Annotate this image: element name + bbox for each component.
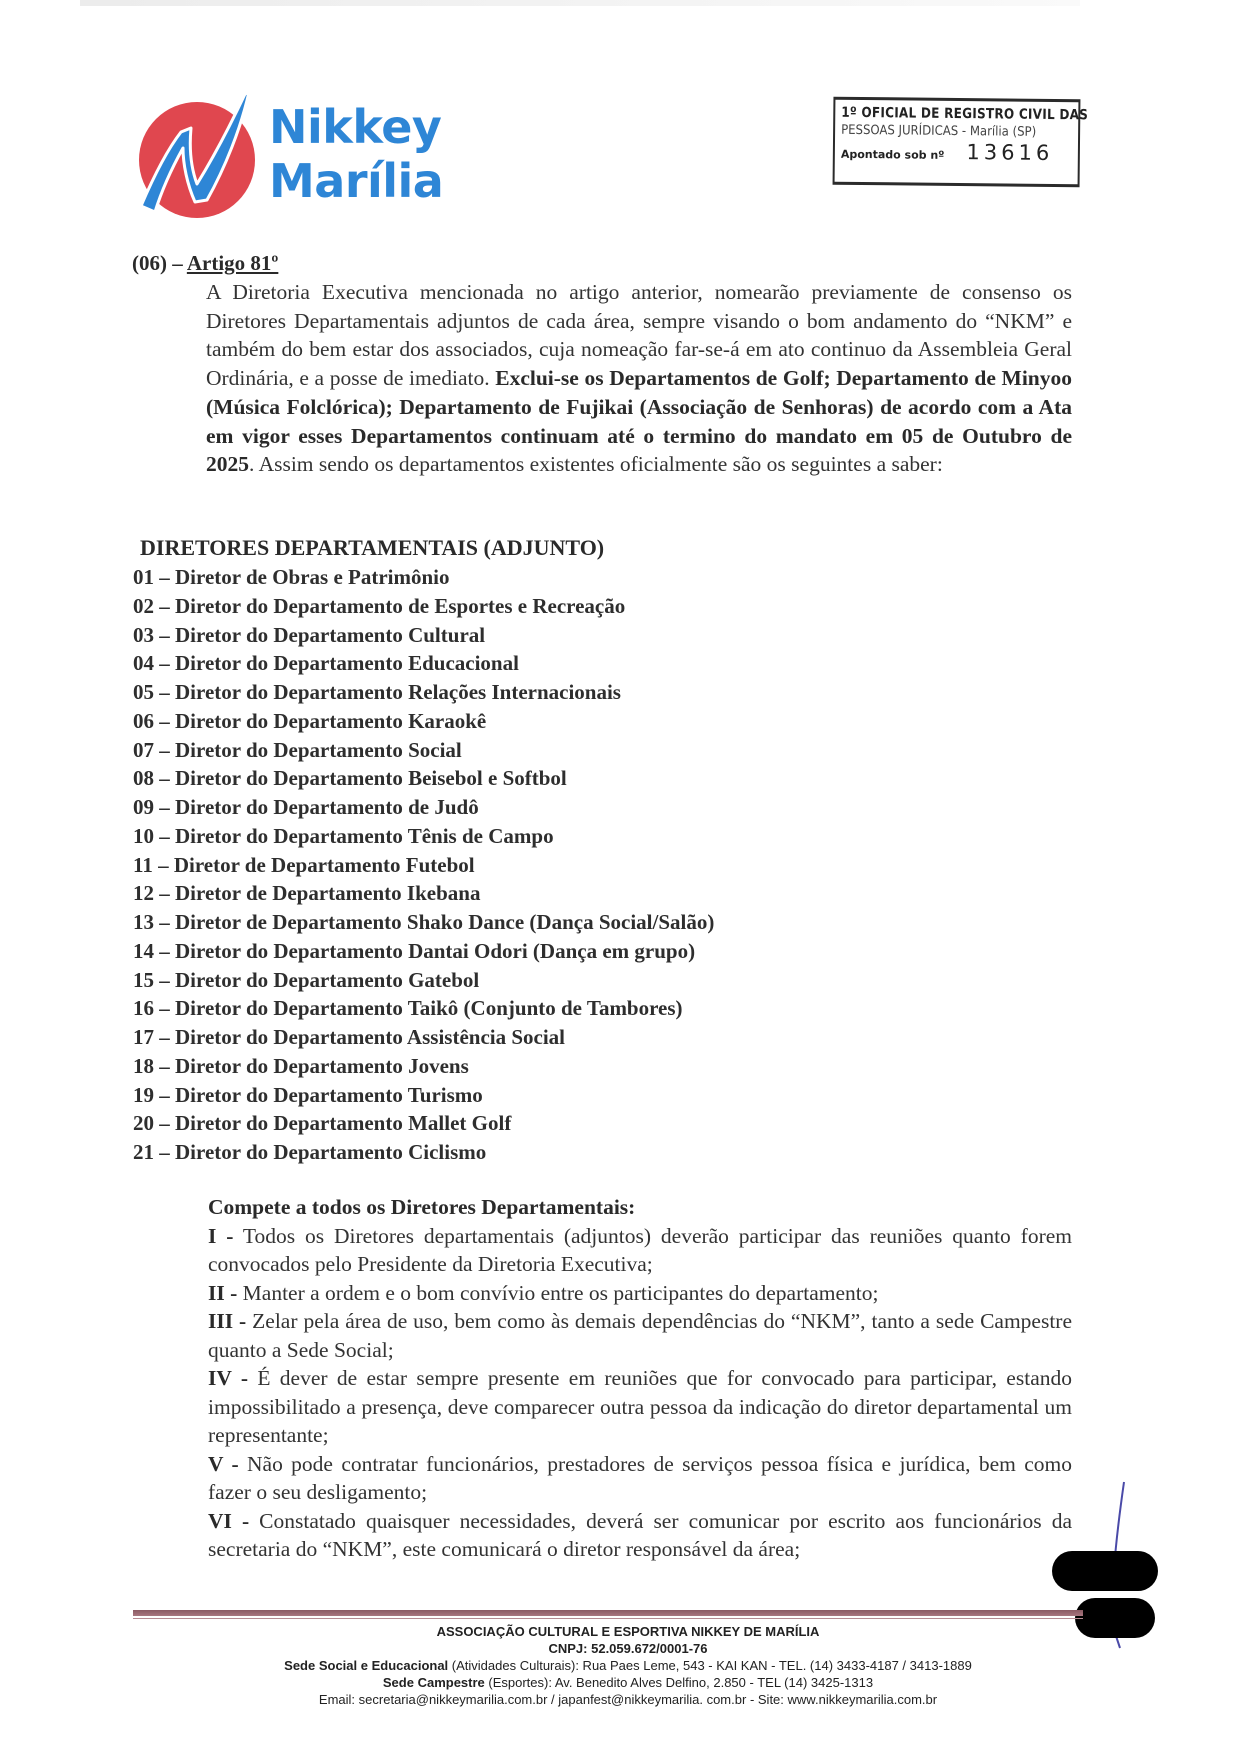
- duty-number: IV -: [208, 1366, 248, 1390]
- list-item: 12 – Diretor de Departamento Ikebana: [133, 881, 481, 906]
- duty-item: [208, 1450, 1072, 1507]
- scan-edge-artifact: [80, 0, 1080, 6]
- nikkey-marilia-logo: [133, 88, 453, 218]
- duties-section: [208, 1193, 1072, 1564]
- directors-list-title: DIRETORES DEPARTAMENTAIS (ADJUNTO): [140, 535, 605, 560]
- list-item: 13 – Diretor de Departamento Shako Dance (Dança Social/Salão): [133, 910, 715, 934]
- logo-line-1: Nikkey: [269, 100, 442, 154]
- article-text-1: A Diretoria Executiva mencionada no artigo anterior, nomearão previamente de consenso os Diretores Departamentais adjuntos de cada área, sempre visando o bom andamento do “NKM” e também do bem estar dos associados, cuja nomeação far-se-á em ato continuo da Assembleia Geral Ordinária, e a posse de imediato.: [206, 280, 1072, 391]
- article-text-2: . Assim sendo os departamentos existentes oficialmente são os seguintes a saber:: [249, 452, 943, 477]
- duty-text: Manter a ordem e o bom convívio entre os participantes do departamento;: [237, 1280, 879, 1305]
- footer-email-2[interactable]: japanfest@nikkeymarilia. com.br: [558, 1692, 747, 1707]
- duty-item: [208, 1279, 1072, 1308]
- duty-text: Zelar pela área de uso, bem como às demais dependências do “NKM”, tanto a sede Campestre quanto a Sede Social;: [208, 1309, 1073, 1362]
- list-item: 08 – Diretor do Departamento Beisebol e Softbol: [133, 766, 567, 791]
- stamp-title: 1º OFICIAL DE REGISTRO CIVIL DAS: [841, 104, 1089, 124]
- list-item: 16 – Diretor do Departamento Taikô (Conjunto de Tambores): [133, 996, 683, 1021]
- duty-text: Não pode contratar funcionários, prestadores de serviços pessoa física e jurídica, bem como fazer o seu desligamento;: [208, 1451, 1072, 1504]
- redaction-block: [1052, 1551, 1158, 1591]
- article-text-bold: Exclui-se os Departamentos de Golf; Departamento de Minyoo (Música Folclórica); Departamento de Fujikai (Associação de Senhoras) de acordo com a Ata em vigor esses Departamentos continuam até o termino do mandato em 05 de Outubro de 2025: [206, 366, 1072, 477]
- list-item: 19 – Diretor do Departamento Turismo: [133, 1082, 483, 1107]
- duty-item: [208, 1307, 1072, 1364]
- list-item: 06 – Diretor do Departamento Karaokê: [133, 708, 487, 733]
- stamp-subtitle: PESSOAS JURÍDICAS - Marília (SP): [841, 122, 1037, 140]
- directors-list: [133, 563, 714, 1167]
- stamp-number: 13616: [966, 140, 1054, 166]
- footer-email-label: Email:: [318, 1692, 356, 1707]
- footer-sede-social: [133, 1657, 1123, 1674]
- duty-number: VI -: [208, 1508, 250, 1533]
- logo-n-emblem-icon: [133, 88, 265, 220]
- stamp-label: Apontado sob nº: [840, 147, 945, 162]
- logo-line-2: Marília: [269, 154, 444, 208]
- footer-sede-social-label: Sede Social e Educacional: [284, 1658, 449, 1673]
- duty-text: Todos os Diretores departamentais (adjuntos) deverão participar das reuniões quanto forem convocados pelo Presidente da Diretoria Executiva;: [208, 1223, 1072, 1276]
- duty-item: [208, 1364, 1072, 1450]
- footer-cnpj: CNPJ: 52.059.672/0001-76: [548, 1641, 708, 1656]
- list-item: 10 – Diretor do Departamento Tênis de Campo: [133, 823, 554, 848]
- duty-number: V -: [208, 1451, 239, 1476]
- footer-sede-social-text: (Atividades Culturais): Rua Paes Leme, 543 - KAI KAN - TEL. (14) 3433-4187 / 3413-1889: [448, 1658, 972, 1673]
- list-item: 02 – Diretor do Departamento de Esportes e Recreação: [133, 593, 626, 618]
- list-item: 01 – Diretor de Obras e Patrimônio: [133, 565, 450, 589]
- footer-org-name: ASSOCIAÇÃO CULTURAL E ESPORTIVA NIKKEY DE MARÍLIA: [436, 1624, 820, 1639]
- article-paragraph: [206, 278, 1072, 479]
- list-item: 04 – Diretor do Departamento Educacional: [133, 651, 519, 676]
- list-item: 18 – Diretor do Departamento Jovens: [133, 1053, 469, 1078]
- list-item: 05 – Diretor do Departamento Relações Internacionais: [133, 680, 621, 704]
- duty-text: É dever de estar sempre presente em reuniões que for convocado para participar, estando impossibilitado a presença, deve comparecer outra pessoa da indicação do diretor departamental um representante;: [208, 1366, 1072, 1447]
- list-item: 14 – Diretor do Departamento Dantai Odori (Dança em grupo): [133, 938, 696, 963]
- footer-sede-campestre-text: (Esportes): Av. Benedito Alves Delfino, 2.850 - TEL (14) 3425-1313: [484, 1675, 874, 1690]
- footer-sede-campestre: [133, 1674, 1123, 1691]
- list-item: 03 – Diretor do Departamento Cultural: [133, 622, 486, 647]
- footer-email-separator: /: [547, 1692, 559, 1707]
- list-item: 09 – Diretor do Departamento de Judô: [133, 795, 479, 819]
- footer-site-label: - Site:: [749, 1692, 784, 1707]
- list-item: 17 – Diretor do Departamento Assistência Social: [133, 1025, 566, 1049]
- duties-title: Compete a todos os Diretores Departamentais:: [208, 1195, 636, 1219]
- footer-email-1[interactable]: secretaria@nikkeymarilia.com.br: [358, 1692, 548, 1707]
- list-item: 07 – Diretor do Departamento Social: [133, 737, 462, 762]
- article-title: Artigo 81º: [186, 251, 279, 275]
- footer-contact: [133, 1691, 1123, 1708]
- footer-site-link[interactable]: www.nikkeymarilia.com.br: [787, 1692, 938, 1707]
- footer-sede-campestre-label: Sede Campestre: [382, 1675, 485, 1690]
- list-item: 20 – Diretor do Departamento Mallet Golf: [133, 1111, 512, 1136]
- footer: [133, 1623, 1123, 1708]
- list-item: 11 – Diretor de Departamento Futebol: [133, 852, 475, 877]
- list-item: 15 – Diretor do Departamento Gatebol: [133, 967, 480, 992]
- article-heading: [132, 251, 278, 276]
- list-item: 21 – Diretor do Departamento Ciclismo: [133, 1140, 487, 1164]
- duty-text: Constatado quaisquer necessidades, deverá ser comunicar por escrito aos funcionários da secretaria do “NKM”, este comunicará o diretor responsável da área;: [208, 1508, 1072, 1561]
- duty-number: III -: [208, 1309, 247, 1333]
- duty-number: II -: [208, 1280, 238, 1305]
- duty-item: [208, 1507, 1072, 1564]
- duty-number: I -: [208, 1223, 234, 1248]
- footer-divider-thin: [133, 1618, 1083, 1619]
- duty-item: [208, 1222, 1072, 1279]
- article-prefix: (06) –: [132, 251, 183, 275]
- footer-divider: [133, 1610, 1083, 1616]
- registry-stamp: [833, 97, 1089, 188]
